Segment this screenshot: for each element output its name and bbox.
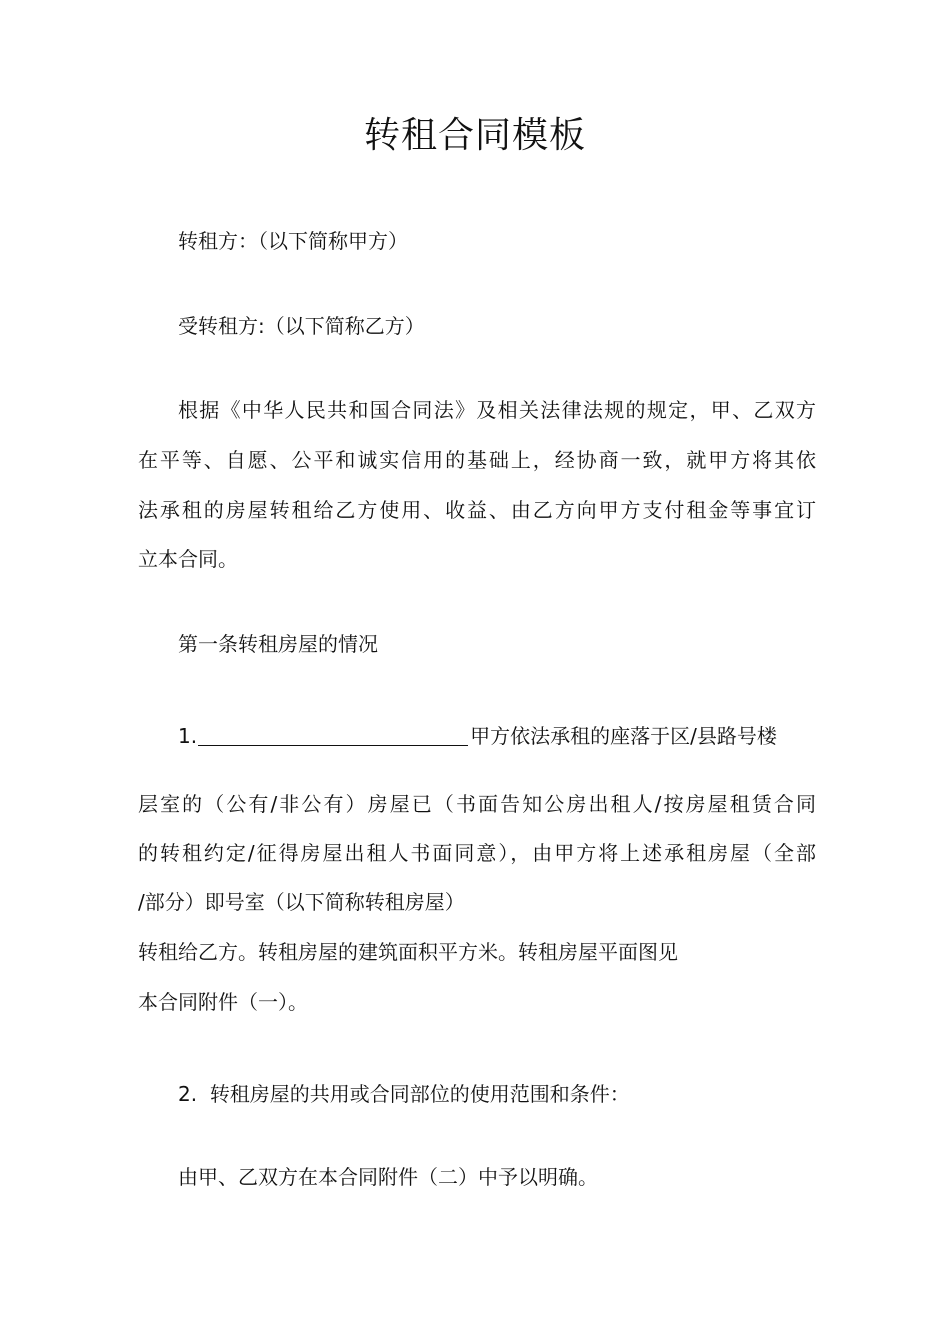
preamble-line-3: 法承租的房屋转租给乙方使用、收益、由乙方向甲方支付租金等事宜订 bbox=[138, 498, 816, 522]
clause-1-line-2: 层室的（公有/非公有）房屋已（书面告知公房出租人/按房屋租赁合同 bbox=[138, 792, 816, 816]
clause-1-text: 甲方依法承租的座落于区/县路号楼 bbox=[470, 724, 777, 748]
fill-in-blank bbox=[198, 723, 468, 746]
clause-1-number: 1. bbox=[178, 724, 198, 748]
clause-2-detail: 由甲、乙双方在本合同附件（二）中予以明确。 bbox=[178, 1165, 598, 1189]
clause-1-line-5: 转租给乙方。转租房屋的建筑面积平方米。转租房屋平面图见 bbox=[138, 940, 678, 964]
clause-1-line-4: /部分）即号室（以下简称转租房屋） bbox=[138, 890, 465, 914]
clause-1-line-3: 的转租约定/征得房屋出租人书面同意），由甲方将上述承租房屋（全部 bbox=[138, 841, 816, 865]
document-title: 转租合同模板 bbox=[363, 115, 586, 156]
clause-1-line-6: 本合同附件（一）。 bbox=[138, 990, 308, 1014]
clause-2-line bbox=[178, 1080, 630, 1108]
sublessee-line: 受转租方:（以下简称乙方） bbox=[178, 314, 425, 338]
clause-1-first-line bbox=[178, 722, 777, 750]
clause-2-text: 转租房屋的共用或合同部位的使用范围和条件： bbox=[209, 1082, 630, 1106]
preamble-line-4: 立本合同。 bbox=[138, 547, 238, 571]
preamble-line-1: 根据《中华人民共和国合同法》及相关法律法规的规定，甲、乙双方 bbox=[178, 398, 816, 422]
clause-2-number: 2. bbox=[178, 1082, 198, 1106]
article-1-heading: 第一条转租房屋的情况 bbox=[178, 632, 378, 656]
sublessor-line: 转租方：（以下简称甲方） bbox=[178, 229, 408, 253]
preamble-line-2: 在平等、自愿、公平和诚实信用的基础上，经协商一致，就甲方将其依 bbox=[138, 448, 816, 472]
